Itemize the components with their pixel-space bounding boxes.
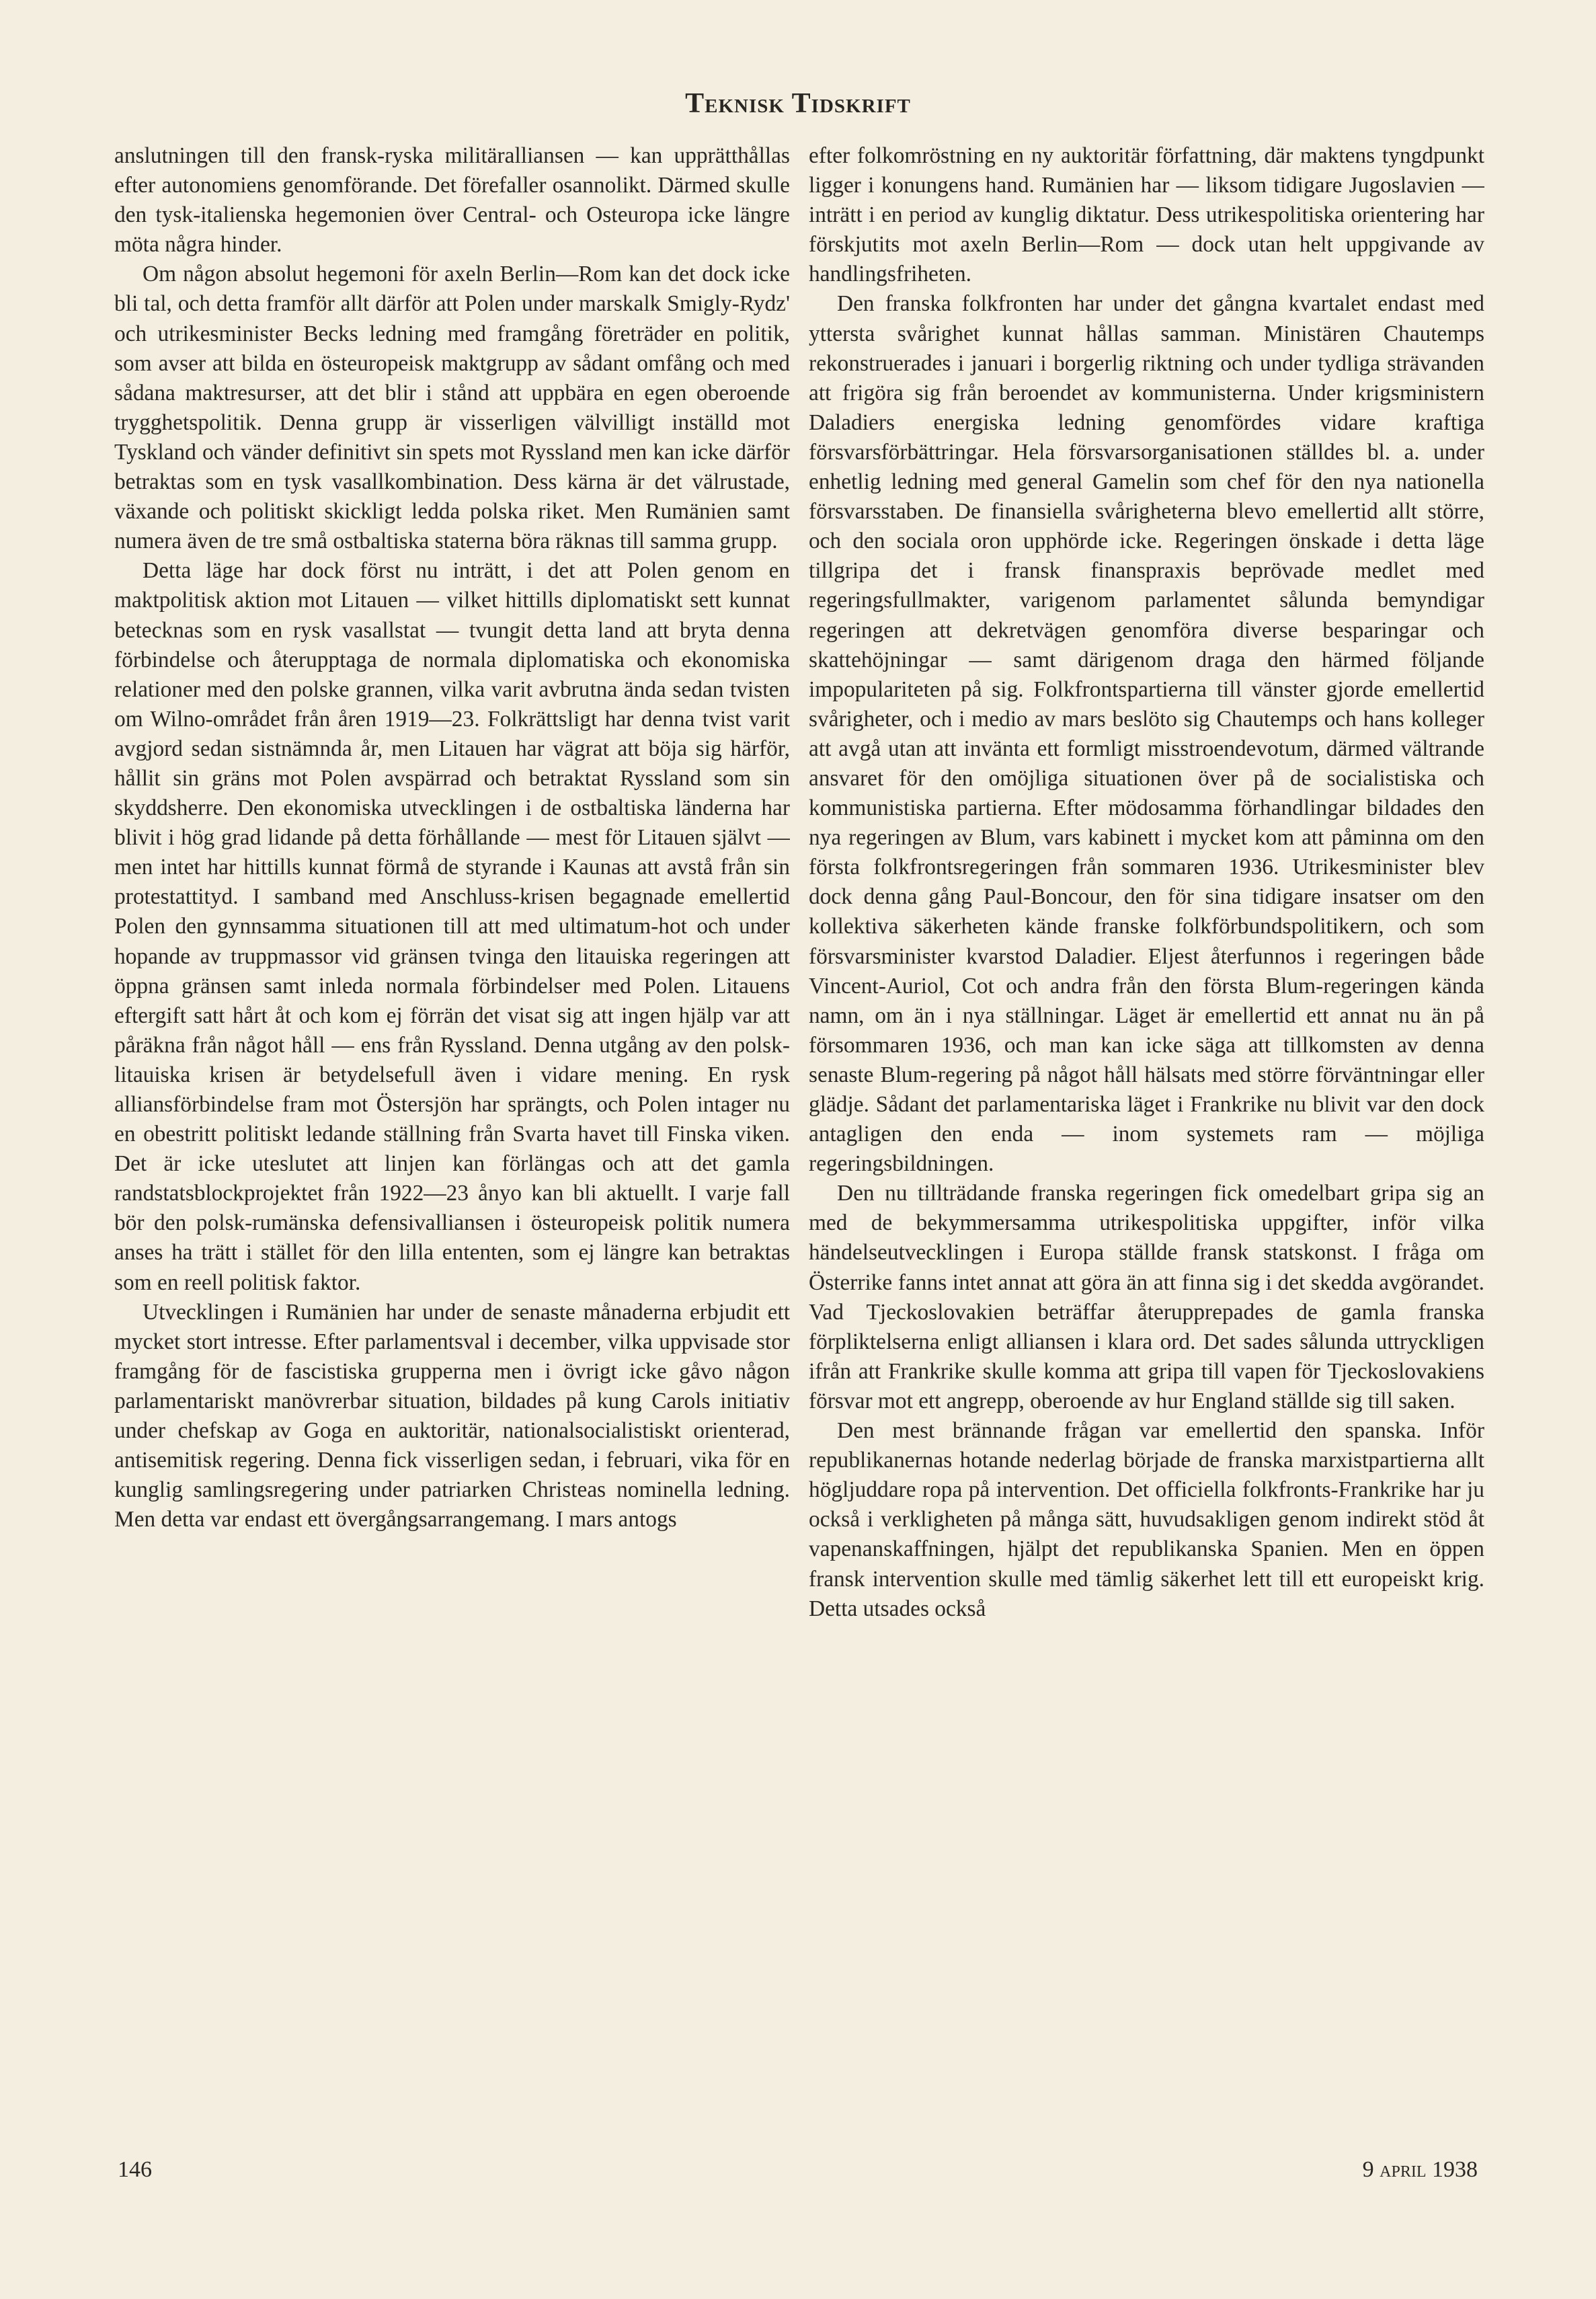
paragraph: Detta läge har dock först nu inträtt, i det att Polen genom en maktpolitisk aktion mot Litauen — vilket hittills diplomatiskt sett kunnat betecknas som en rysk vasallstat — tvungit detta land att bryta denna förbindelse och återupptaga de normala diplomatiska och ekonomiska relationer med den polske grannen, vilka varit avbrutna ända sedan tvisten om Wilno-området från åren 1919—23. Folkrättsligt har denna tvist varit avgjord sedan sistnämnda år, men Litauen har vägrat att böja sig härför, hållit sin gräns mot Polen avspärrad och betraktat Ryssland som sin skyddsherre. Den ekonomiska utvecklingen i de ostbaltiska länderna har blivit i hög grad lidande på detta förhållande — mest för Litauen självt — men intet har hittills kunnat förmå de styrande i Kaunas att avstå från sin protestattityd. I samband med Anschluss-krisen begagnade emellertid Polen den gynnsamma situationen till att med ultimatum-hot och under hopande av truppmassor vid gränsen tvinga den litauiska regeringen att öppna gränsen samt inleda normala förbindelser med Polen. Litauens eftergift satt hårt åt och kom ej förrän det visat sig att ingen hjälp var att påräkna från något håll — ens från Ryssland. Denna utgång av den polsk-litauiska krisen är betydelsefull även i vidare mening. En rysk alliansförbindelse fram mot Östersjön har sprängts, och Polen intager nu en obestritt politiskt ledande ställning från Svarta havet till Finska viken. Det är icke uteslutet att linjen kan förlängas och att det gamla randstatsblockprojektet från 1922—23 ånyo kan bli aktuellt. I varje fall bör den polsk-rumänska defensivalliansen i östeuropeisk politik numera anses ha trätt i stället för den lilla ententen, som ej längre kan betraktas som en reell politisk faktor. (114, 558, 790, 1295)
right-text-column (809, 141, 1484, 2118)
paragraph: efter folkomröstning en ny auktoritär författning, där maktens tyngdpunkt ligger i konungens hand. Rumänien har — liksom tidigare Jugoslavien — inträtt i en period av kunglig diktatur. Dess utrikespolitiska orientering har förskjutits mot axeln Berlin—Rom — dock utan helt uppgivande av handlingsfriheten. (809, 143, 1484, 287)
left-text-column (114, 141, 790, 2118)
page-number: 146 (118, 2157, 152, 2182)
paragraph: Den mest brännande frågan var emellertid den spanska. Inför republikanernas hotande nederlag började de franska marxistpartierna allt högljuddare ropa på intervention. Det officiella folkfronts-Frankrike har ju också i verkligheten på många sätt, huvudsakligen genom indirekt stöd åt vapenanskaffningen, hjälpt det republikanska Spanien. Men en öppen fransk intervention skulle med tämlig säkerhet lett till ett europeiskt krig. Detta utsades också (809, 1418, 1484, 1621)
paragraph: Den nu tillträdande franska regeringen fick omedelbart gripa sig an med de bekymmersamma utrikespolitiska uppgifter, inför vilka händelseutvecklingen i Europa ställde fransk statskonst. I fråga om Österrike fanns intet annat att göra än att finna sig i det skedda avgörandet. Vad Tjeckoslovakien beträffar återupprepades de gamla franska förpliktelserna enligt alliansen i klara ord. Det sades sålunda uttryckligen ifrån att Frankrike skulle komma att gripa till vapen för Tjeckoslovakiens försvar mot ett angrepp, oberoende av hur England ställde sig till saken. (809, 1181, 1484, 1413)
paragraph: Utvecklingen i Rumänien har under de senaste månaderna erbjudit ett mycket stort intresse. Efter parlamentsval i december, vilka uppvisade stor framgång för de fascistiska grupperna men i övrigt icke gåvo någon parlamentariskt manövrerbar situation, bildades på kung Carols initiativ under chefskap av Goga en auktoritär, nationalsocialistiskt orienterad, antisemitisk regering. Denna fick visserligen sedan, i februari, vika för en kunglig samlingsregering under patriarken Christeas nominella ledning. Men detta var endast ett övergångsarrangemang. I mars antogs (114, 1299, 790, 1532)
journal-title: Teknisk Tidskrift (685, 88, 911, 119)
paragraph: Den franska folkfronten har under det gångna kvartalet endast med yttersta svårighet kunnat hållas samman. Ministären Chautemps rekonstruerades i januari i borgerlig riktning och under tydliga strävanden att frigöra sig från beroendet av kommunisterna. Under krigsministern Daladiers energiska ledning genomfördes vidare kraftiga försvarsförbättringar. Hela försvarsorganisationen ställdes bl. a. under enhetlig ledning med general Gamelin som chef för den nya nationella försvarsstaben. De finansiella svårigheterna blevo emellertid allt större, och den sociala oron upphörde icke. Regeringen önskade i detta läge tillgripa det i fransk finanspraxis beprövade medlet med regeringsfullmakter, varigenom parlamentet sålunda bemyndigar regeringen att dekretvägen genomföra diverse besparingar och skattehöjningar — samt därigenom draga den härmed följande impopulariteten på sig. Folkfrontspartierna till vänster gjorde emellertid svårigheter, och i medio av mars beslöto sig Chautemps och hans kolleger att avgå utan att invänta ett formligt misstroendevotum, därmed vältrande ansvaret för den omöjliga situationen över på de socialistiska och kommunistiska partierna. Efter mödosamma förhandlingar bildades den nya regeringen av Blum, vars kabinett i mycket kom att påminna om den första folkfrontsregeringen från sommaren 1936. Utrikesminister blev dock denna gång Paul-Boncour, den för sina tidigare insatser om den kollektiva säkerheten kände franske folkförbundspolitikern, och som försvarsminister kvarstod Daladier. Eljest återfunnos i regeringen både Vincent-Auriol, Cot och andra från den första Blum-regeringen kända namn, om än i nya ställningar. Läget är emellertid ett annat nu än på försommaren 1936, och man kan icke säga att tillkomsten av denna senaste Blum-regering på något håll hälsats med större förväntningar eller glädje. Sådant det parlamentariska läget i Frankrike nu blivit var den dock antagligen den enda — inom systemets ram — möjliga regeringsbildningen. (809, 291, 1484, 1177)
paragraph: Om någon absolut hegemoni för axeln Berlin—Rom kan det dock icke bli tal, och detta framför allt därför att Polen under marskalk Smigly-Rydz' och utrikesminister Becks ledning med framgång företräder en politik, som avser att bilda en östeuropeisk maktgrupp av sådant omfång och med sådana maktresurser, att det blir i stånd att uppbära en egen oberoende trygghetspolitik. Denna grupp är visserligen välvilligt inställd mot Tyskland och vänder definitivt sin spets mot Ryssland men kan icke därför betraktas som en tysk vasallkombination. Dess kärna är det välrustade, växande och politiskt skickligt ledda polska riket. Men Rumänien samt numera även de tre små ostbaltiska staterna böra räknas till samma grupp. (114, 262, 790, 554)
paragraph: anslutningen till den fransk-ryska militäralliansen — kan upprätthållas efter autonomiens genomförande. Det förefaller osannolikt. Därmed skulle den tysk-italienska hegemonien över Central- och Osteuropa icke längre möta några hinder. (114, 143, 790, 258)
issue-date: 9 april 1938 (1362, 2157, 1478, 2182)
